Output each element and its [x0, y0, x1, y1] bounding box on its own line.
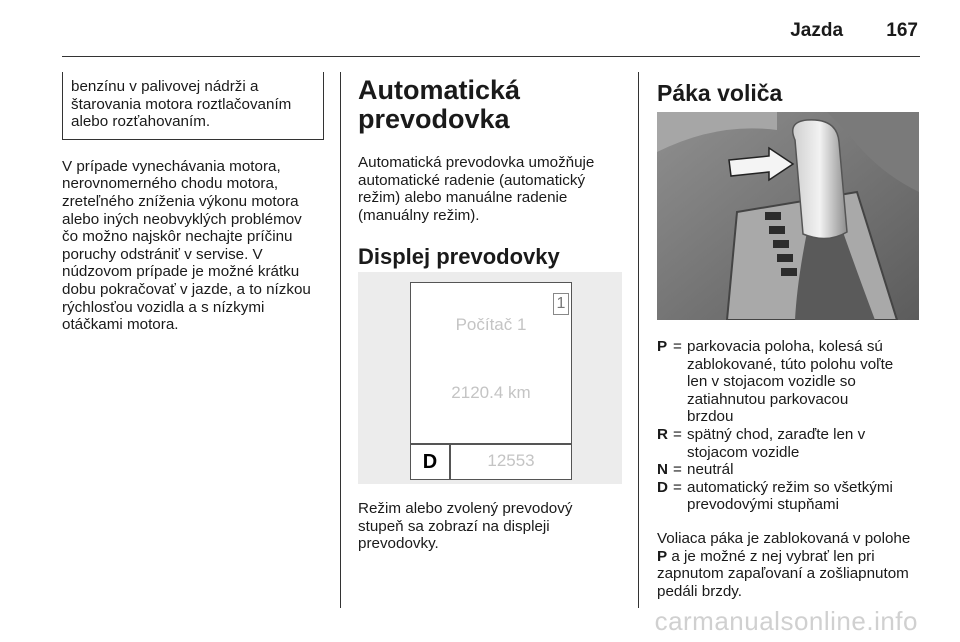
heading-line: Automatická	[358, 75, 521, 105]
para-line: alebo iných neobvyklých problémov	[62, 210, 302, 228]
note-line: zapnutom zapaľovaní a zošliapnutom	[657, 565, 909, 583]
desc-line: zatiahnutou parkovacou	[687, 390, 849, 408]
position-key: N	[657, 461, 668, 479]
para-line: rýchlosťou vozidla a s nízkymi	[62, 298, 265, 316]
gear-lever-illustration	[657, 112, 919, 320]
desc-line: spätný chod, zaraďte len v	[687, 425, 866, 443]
display-bottom-rule	[411, 443, 571, 445]
display-distance: 2120.4 km	[451, 383, 531, 402]
lock-note-paragraph	[657, 530, 925, 600]
display-label: Počítač 1	[455, 315, 527, 334]
position-p-item	[657, 338, 925, 426]
caption-line: prevodovky.	[358, 535, 439, 553]
para-line: nerovnomerného chodu motora,	[62, 175, 279, 193]
para-line: režim) alebo manuálne radenie	[358, 189, 568, 207]
equals-sign: =	[673, 425, 682, 443]
column-divider-1	[340, 72, 341, 608]
desc-line: len v stojacom vozidle so	[687, 373, 856, 391]
corner-number: 1	[556, 295, 566, 312]
box-line: benzínu v palivovej nádrži a	[71, 78, 259, 95]
desc-line: parkovacia poloha, kolesá sú	[687, 338, 883, 355]
display-screen	[410, 282, 572, 480]
watermark: carmanualsonline.info	[654, 606, 918, 636]
selector-positions-list	[657, 338, 925, 600]
desc-line: prevodovými stupňami	[687, 496, 839, 514]
continued-box	[62, 72, 324, 140]
position-key: P	[657, 338, 668, 355]
gear-selector-photo	[657, 112, 919, 320]
header-rule	[62, 56, 920, 57]
para-line: V prípade vynechávania motora,	[62, 157, 281, 175]
position-description	[687, 479, 917, 514]
subsection-heading: Displej prevodovky	[358, 244, 560, 270]
equals-sign: =	[673, 478, 682, 496]
para-line: otáčkami motora.	[62, 316, 179, 334]
para-line: zreteľného zníženia výkonu motora	[62, 192, 299, 210]
para-line: dobu pokračovať v jazde, a to nízkou	[62, 280, 311, 298]
gear-indicator: D	[422, 451, 438, 473]
section-heading	[358, 76, 624, 134]
position-key: D	[657, 478, 668, 496]
column-1	[62, 72, 324, 334]
desc-line: automatický režim so všetkými	[687, 478, 893, 496]
desc-line: brzdou	[687, 408, 734, 426]
column-divider-2	[638, 72, 639, 608]
para-line: Automatická prevodovka umožňuje	[358, 154, 595, 171]
intro-paragraph	[358, 154, 624, 224]
para-line: núdzovom prípade je možné krátku	[62, 263, 300, 281]
position-n-item	[657, 461, 925, 479]
position-d-item	[657, 479, 925, 514]
transmission-display-figure	[358, 272, 622, 484]
para-line: poruchy odstrániť v servise. V	[62, 245, 263, 263]
section-heading: Páka voliča	[657, 80, 783, 106]
note-line: Voliaca páka je zablokovaná v polohe	[657, 529, 911, 547]
position-description	[687, 461, 917, 479]
page-number: 167	[886, 20, 918, 41]
position-key: R	[657, 425, 668, 443]
desc-line: zablokované, túto polohu voľte	[687, 355, 894, 373]
figure-caption	[358, 500, 624, 553]
note-text: a je možné z nej vybrať len pri	[667, 547, 875, 565]
caption-line: stupeň sa zobrazí na displeji	[358, 517, 550, 535]
note-bold-p: P	[657, 547, 668, 565]
section-title: Jazda	[790, 20, 844, 41]
position-description	[687, 338, 917, 426]
caption-line: Režim alebo zvolený prevodový	[358, 500, 573, 517]
para-line: čo možno najskôr nechajte príčinu	[62, 228, 293, 246]
note-line: pedáli brzdy.	[657, 582, 742, 600]
position-description	[687, 426, 917, 461]
equals-sign: =	[673, 461, 682, 479]
box-line: štarovania motora roztlačovaním	[71, 95, 292, 113]
equals-sign: =	[673, 338, 682, 355]
body-paragraph	[62, 158, 324, 334]
column-2	[358, 76, 624, 270]
para-line: (manuálny režim).	[358, 206, 480, 224]
odometer-value: 12553	[487, 451, 535, 470]
desc-line: stojacom vozidle	[687, 443, 800, 461]
para-line: automatické radenie (automatický	[358, 171, 586, 189]
heading-line: prevodovka	[358, 104, 510, 134]
desc-line: neutrál	[687, 461, 734, 479]
corner-indicator	[553, 293, 569, 315]
position-r-item	[657, 426, 925, 461]
column-3	[657, 80, 923, 106]
note-line	[657, 548, 925, 566]
page-header	[790, 20, 918, 42]
box-line: alebo rozťahovaním.	[71, 113, 211, 131]
